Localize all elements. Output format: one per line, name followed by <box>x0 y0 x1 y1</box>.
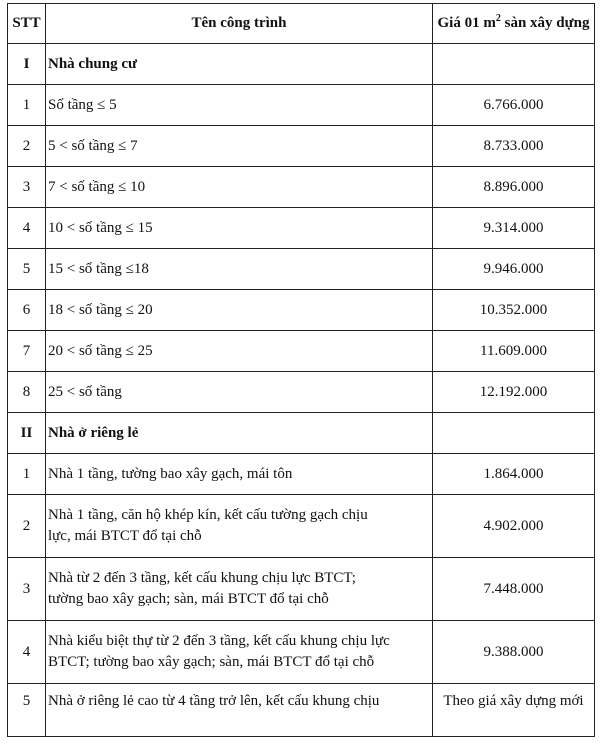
row-price: Theo giá xây dựng mới <box>433 684 595 737</box>
table-row <box>8 208 595 249</box>
row-name: 25 < số tầng <box>46 372 433 413</box>
table-row <box>8 290 595 331</box>
table-row <box>8 495 595 558</box>
row-name <box>46 621 433 684</box>
header-stt: STT <box>8 4 46 44</box>
row-name-line2: BTCT; tường bao xây gạch; sàn, mái BTCT đổ tại chỗ <box>48 654 375 670</box>
row-name-line1: Nhà từ 2 đến 3 tầng, kết cấu khung chịu lực BTCT; <box>48 570 356 586</box>
table-row <box>8 126 595 167</box>
section-row-apartment <box>8 44 595 85</box>
table-row <box>8 454 595 495</box>
section-stt: I <box>8 44 46 85</box>
row-stt: 4 <box>8 208 46 249</box>
table-row <box>8 167 595 208</box>
row-name: 10 < số tầng ≤ 15 <box>46 208 433 249</box>
row-stt: 5 <box>8 249 46 290</box>
row-price: 10.352.000 <box>433 290 595 331</box>
row-price: 8.896.000 <box>433 167 595 208</box>
table-row <box>8 684 595 737</box>
section-price-empty <box>433 44 595 85</box>
row-name: 5 < số tầng ≤ 7 <box>46 126 433 167</box>
row-stt: 3 <box>8 167 46 208</box>
row-stt: 6 <box>8 290 46 331</box>
row-name: Nhà ở riêng lẻ cao từ 4 tầng trở lên, kết cấu khung chịu <box>46 684 433 737</box>
row-stt: 2 <box>8 126 46 167</box>
row-stt: 1 <box>8 85 46 126</box>
row-name: 18 < số tầng ≤ 20 <box>46 290 433 331</box>
row-price: 4.902.000 <box>433 495 595 558</box>
row-price: 9.388.000 <box>433 621 595 684</box>
row-name <box>46 495 433 558</box>
row-price: 6.766.000 <box>433 85 595 126</box>
row-stt: 1 <box>8 454 46 495</box>
row-stt: 3 <box>8 558 46 621</box>
row-price: 11.609.000 <box>433 331 595 372</box>
row-price: 1.864.000 <box>433 454 595 495</box>
row-name-line1: Nhà 1 tầng, căn hộ khép kín, kết cấu tường gạch chịu <box>48 507 368 523</box>
row-stt: 7 <box>8 331 46 372</box>
row-name: 7 < số tầng ≤ 10 <box>46 167 433 208</box>
row-name: Số tầng ≤ 5 <box>46 85 433 126</box>
table-row <box>8 85 595 126</box>
header-name: Tên công trình <box>46 4 433 44</box>
table-row <box>8 372 595 413</box>
table-header-row <box>8 4 595 44</box>
row-name <box>46 558 433 621</box>
row-price: 8.733.000 <box>433 126 595 167</box>
section-price-empty <box>433 413 595 454</box>
table-row <box>8 249 595 290</box>
row-name-line2: lực, mái BTCT đổ tại chỗ <box>48 528 202 544</box>
row-price: 7.448.000 <box>433 558 595 621</box>
row-price: 12.192.000 <box>433 372 595 413</box>
section-title: Nhà ở riêng lẻ <box>46 413 433 454</box>
row-stt: 2 <box>8 495 46 558</box>
row-name: 15 < số tầng ≤18 <box>46 249 433 290</box>
table-row <box>8 621 595 684</box>
row-name-line1: Nhà kiểu biệt thự từ 2 đến 3 tầng, kết cấu khung chịu lực <box>48 633 390 649</box>
table-row <box>8 331 595 372</box>
price-table <box>7 3 595 737</box>
row-name-line2: tường bao xây gạch; sàn, mái BTCT đổ tại chỗ <box>48 591 329 607</box>
row-stt: 8 <box>8 372 46 413</box>
row-stt: 5 <box>8 684 46 737</box>
section-title: Nhà chung cư <box>46 44 433 85</box>
row-name: Nhà 1 tầng, tường bao xây gạch, mái tôn <box>46 454 433 495</box>
row-price: 9.314.000 <box>433 208 595 249</box>
row-price: 9.946.000 <box>433 249 595 290</box>
table-row <box>8 558 595 621</box>
row-name: 20 < số tầng ≤ 25 <box>46 331 433 372</box>
section-stt: II <box>8 413 46 454</box>
header-price: Giá 01 $m^2$ sàn xây dựng <box>433 4 595 44</box>
section-row-private-house <box>8 413 595 454</box>
row-stt: 4 <box>8 621 46 684</box>
